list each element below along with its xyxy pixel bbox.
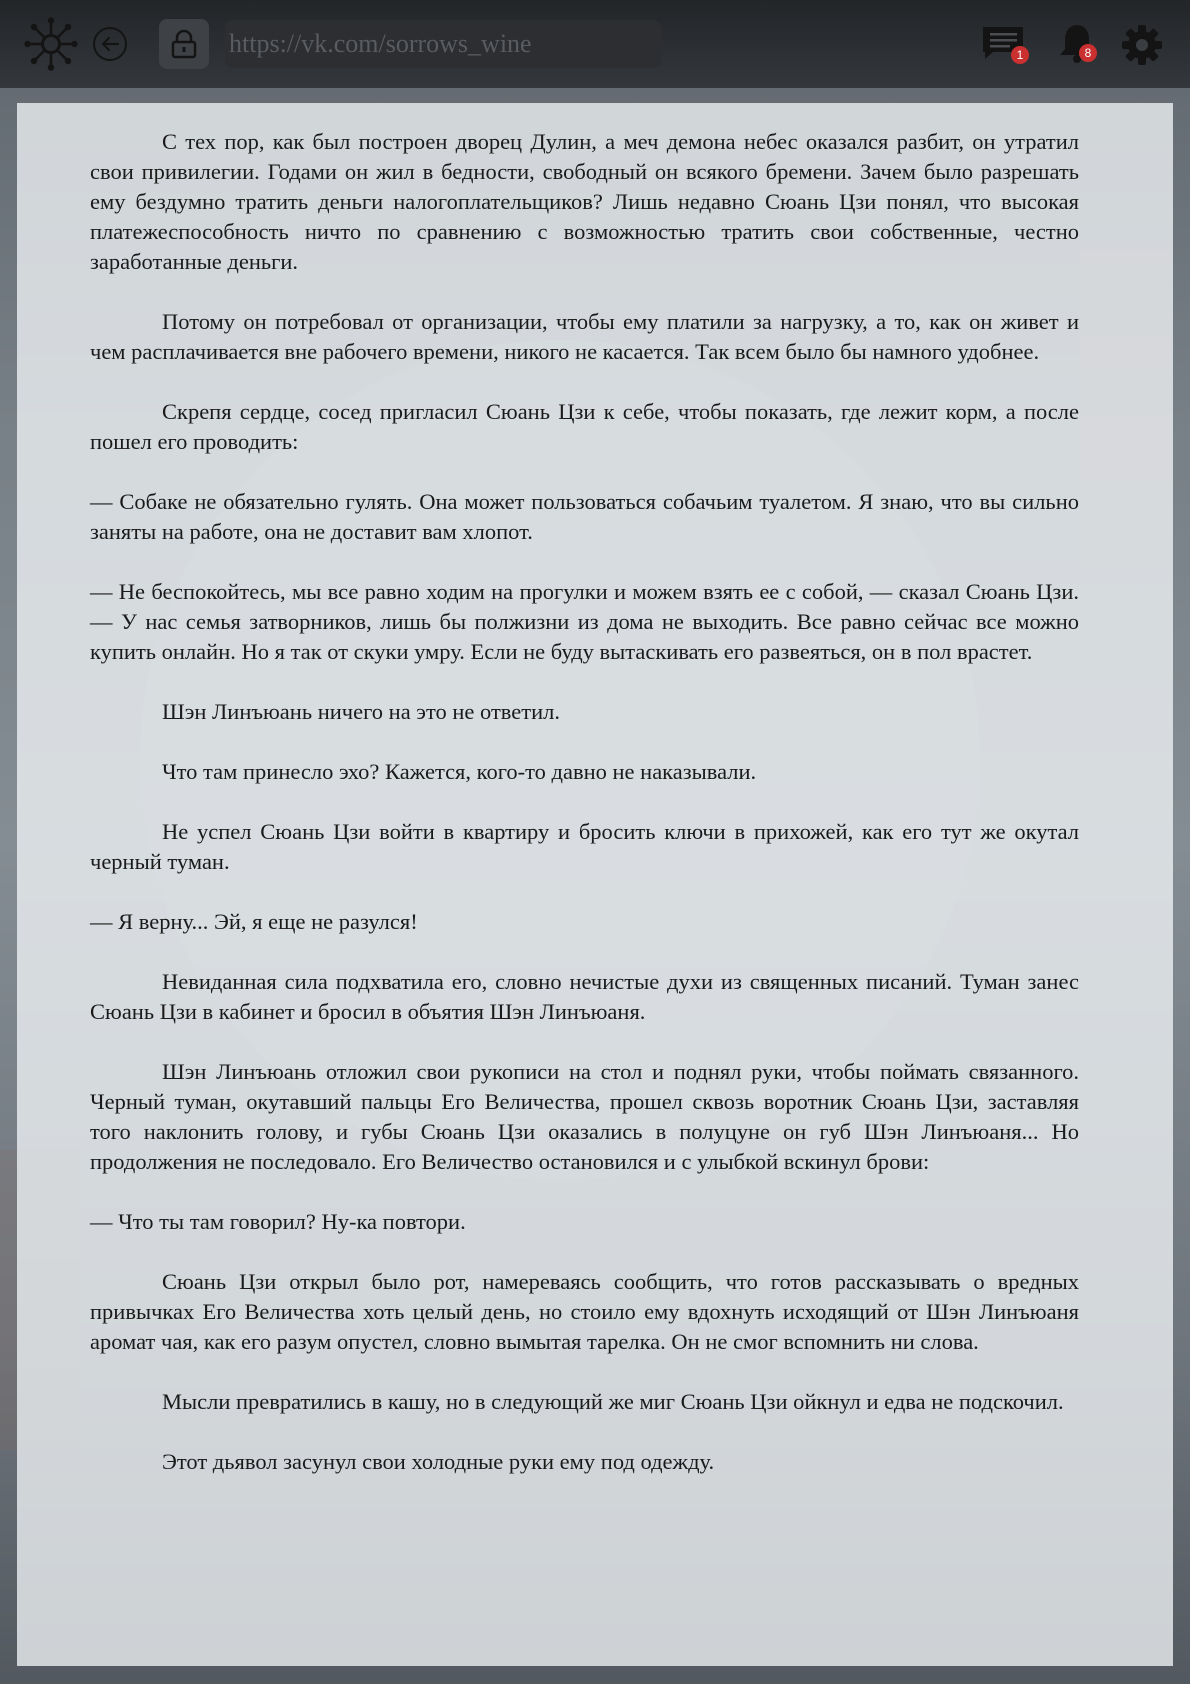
paragraph: Не успел Сюань Цзи войти в квартиру и бросить ключи в прихожей, как его тут же окутал черный туман. [90,819,1079,874]
notifications-button[interactable] [1057,22,1099,64]
paragraph: Мысли превратились в кашу, но в следующий же миг Сюань Цзи ойкнул и едва не подскочил. [162,1389,1064,1414]
chapter-text [90,127,1079,1507]
dialogue-paragraph: — Не беспокойтесь, мы все равно ходим на прогулки и можем взять ее с собой, — сказал Сюань Цзи. — У нас семья затворников, лишь бы полжизни из дома не выходить. Все равно сейчас все можно купить онлайн. Но я так от скуки умру. Если не буду вытаскивать его развеяться, он в пол врастет. [90,579,1079,664]
gear-icon [1121,24,1163,66]
messages-button[interactable] [981,24,1027,64]
dialogue-paragraph: — Собаке не обязательно гулять. Она может пользоваться собачьим туалетом. Я знаю, что вы сильно заняты на работе, она не доставит вам хлопот. [90,489,1079,544]
paragraph: Шэн Линъюань ничего на это не ответил. [162,699,561,724]
paragraph: Скрепя сердце, сосед пригласил Сюань Цзи к себе, чтобы показать, где лежит корм, а после пошел его проводить: [90,399,1079,454]
lock-icon [170,29,198,59]
paragraph: Сюань Цзи открыл было рот, намереваясь сообщить, что готов рассказывать о вредных привычках Его Величества хоть целый день, но стоило ему вдохнуть исходящий от Шэн Линъюаня аромат чая, как его разум опустел, словно вымытая тарелка. Он не смог вспомнить ни слова. [90,1269,1079,1354]
back-button[interactable] [93,27,127,61]
dialogue-paragraph: — Я верну... Эй, я еще не разулся! [90,909,418,934]
back-arrow-icon [100,36,120,52]
dialogue-paragraph: — Что ты там говорил? Ну-ка повтори. [90,1209,466,1234]
paragraph: Что там принесло эхо? Кажется, кого-то давно не наказывали. [162,759,757,784]
settings-button[interactable] [1121,24,1163,66]
lock-button[interactable] [159,19,209,69]
paragraph: С тех пор, как был построен дворец Дулин, а меч демона небес оказался разбит, он утратил свои привилегии. Годами он жил в бедности, свободный он всякого бремени. Зачем было разрешать ему бездумно тратить деньги налогоплательщиков? Лишь недавно Сюань Цзи понял, что высокая платежеспособность ничто по сравнению с возможностью тратить свои собственные, честно заработанные деньги. [90,129,1079,274]
paragraph: Этот дьявол засунул свои холодные руки ему под одежду. [162,1449,715,1474]
network-logo-icon[interactable] [24,17,78,71]
browser-toolbar [0,0,1190,88]
address-bar[interactable]: https://vk.com/sorrows_wine [225,20,661,68]
paragraph: Невиданная сила подхватила его, словно нечистые духи из священных писаний. Туман занес Сюань Цзи в кабинет и бросил в объятия Шэн Линъюаня. [90,969,1079,1024]
messages-badge: 1 [1011,46,1029,64]
paragraph: Шэн Линъюань отложил свои рукописи на стол и поднял руки, чтобы поймать связанного. Черный туман, окутавший пальцы Его Величества, прошел сквозь воротник Сюань Цзи, заставляя того наклонить голову, и губы Сюань Цзи оказались в полуцуне он губ Шэн Линъюаня... Но продолжения не последовало. Его Величество остановился и с улыбкой вскинул брови: [90,1059,1079,1174]
paragraph: Потому он потребовал от организации, чтобы ему платили за нагрузку, а то, как он живет и чем расплачивается вне рабочего времени, никого не касается. Так всем было бы намного удобнее. [90,309,1079,364]
notifications-badge: 8 [1079,44,1097,62]
